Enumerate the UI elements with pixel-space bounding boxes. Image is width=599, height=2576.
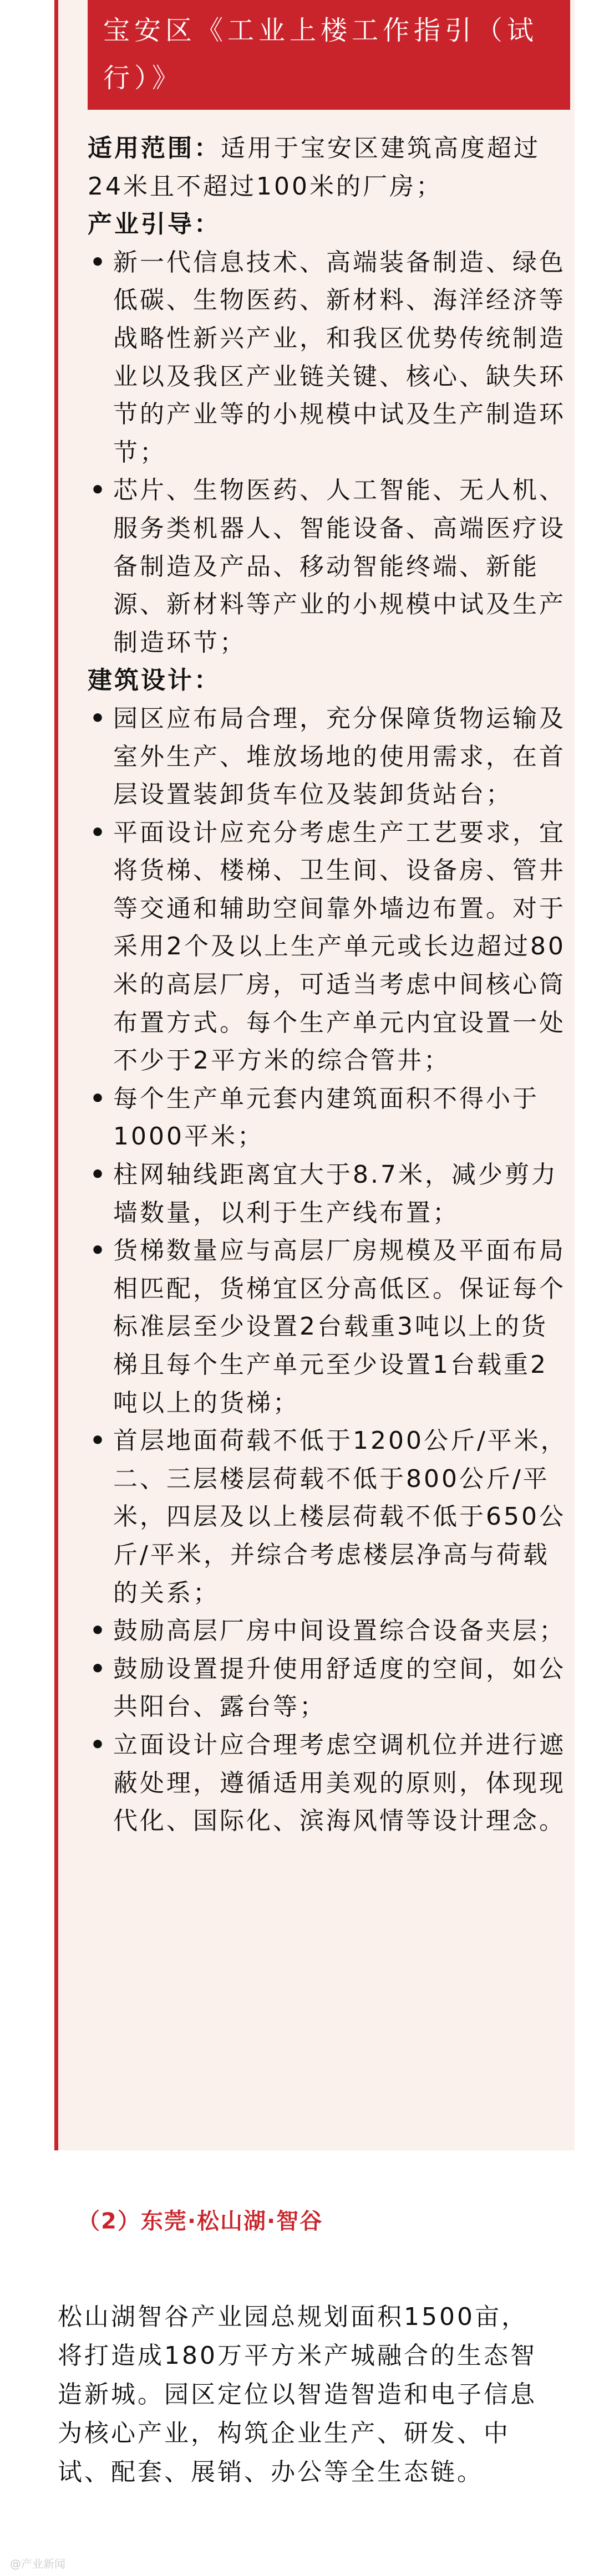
industry-guide-heading: 产业引导： [88, 210, 221, 239]
list-item [88, 1726, 570, 1841]
bullet-icon: • [90, 476, 108, 505]
list-item-text: 新一代信息技术、高端装备制造、绿色低碳、生物医药、新材料、海洋经济等战略性新兴产业，和我区优势传统制造业以及我区产业链关键、核心、缺失环节的产业等的小规模中试及生产制造环节； [113, 248, 566, 467]
scope-paragraph [88, 130, 570, 206]
bullet-icon: • [90, 704, 108, 733]
bullet-icon: • [90, 1236, 108, 1265]
list-item [88, 472, 570, 662]
list-item-text: 首层地面荷载不低于1200公斤/平米，二、三层楼层荷载不低于800公斤/平米，四层及以上楼层荷载不低于650公斤/平米，并综合考虑楼层净高与荷载的关系； [113, 1427, 567, 1607]
list-item [88, 1156, 570, 1232]
list-item-text: 鼓励设置提升使用舒适度的空间，如公共阳台、露台等； [113, 1654, 566, 1721]
list-item-text: 货梯数量应与高层厂房规模及平面布局相匹配，货梯宜区分高低区。保证每个标准层至少设置2台载重3吨以上的货梯且每个生产单元至少设置1台载重2吨以上的货梯； [113, 1236, 566, 1417]
section2-heading: （2）东莞·松山湖·智谷 [78, 2209, 323, 2234]
list-item [88, 1232, 570, 1422]
list-item-text: 立面设计应合理考虑空调机位并进行遮蔽处理，遵循适用美观的原则，体现现代化、国际化、滨海风情等设计理念。 [113, 1730, 566, 1836]
list-item [88, 1080, 570, 1156]
list-item [88, 814, 570, 1080]
scope-label: 适用范围： [88, 134, 221, 162]
list-item-text: 芯片、生物医药、人工智能、无人机、服务类机器人、智能设备、高端医疗设备制造及产品、移动智能终端、新能源、新材料等产业的小规模中试及生产制造环节； [113, 476, 566, 657]
card-accent-rail [54, 0, 58, 2150]
bullet-icon: • [90, 1617, 108, 1645]
section-title: 宝安区《工业上楼工作指引（试行）》 [103, 15, 539, 94]
list-item [88, 244, 570, 472]
industry-guide-list [88, 244, 570, 662]
bullet-icon: • [90, 1084, 108, 1113]
list-item [88, 1422, 570, 1612]
bullet-icon: • [90, 1161, 108, 1189]
bullet-icon: • [90, 1427, 108, 1455]
section-title-banner [88, 0, 570, 110]
watermark-text: @产业新闻 [10, 2557, 65, 2570]
list-item-text: 鼓励高层厂房中间设置综合设备夹层； [113, 1617, 566, 1645]
architecture-design-heading: 建筑设计： [88, 666, 221, 695]
list-item [88, 1650, 570, 1726]
list-item [88, 700, 570, 814]
list-item-text: 平面设计应充分考虑生产工艺要求，宜将货梯、楼梯、卫生间、设备房、管井等交通和辅助空间靠外墙边布置。对于采用2个及以上生产单元或长边超过80米的高层厂房，可适当考虑中间核心筒布置方式。每个生产单元内宜设置一处不少于2平方米的综合管井； [113, 818, 566, 1075]
bullet-icon: • [90, 248, 108, 277]
list-item [88, 1612, 570, 1650]
list-item-text: 柱网轴线距离宜大于8.7米，减少剪力墙数量，以利于生产线布置； [113, 1161, 558, 1227]
list-item-text: 园区应布局合理，充分保障货物运输及室外生产、堆放场地的使用需求，在首层设置装卸货车位及装卸货站台； [113, 704, 566, 809]
section2-body: 松山湖智谷产业园总规划面积1500亩，将打造成180万平方米产城融合的生态智造新城。园区定位以智造智造和电子信息为核心产业，构筑企业生产、研发、中试、配套、展销、办公等全生态链。 [58, 2303, 537, 2486]
bullet-icon: • [90, 818, 108, 847]
architecture-design-list [88, 700, 570, 1841]
scope-text: 适用于宝安区建筑高度超过24米且不超过100米的厂房； [88, 134, 540, 201]
bullet-icon: • [90, 1730, 108, 1759]
bullet-icon: • [90, 1654, 108, 1683]
list-item-text: 每个生产单元套内建筑面积不得小于1000平米； [113, 1084, 539, 1151]
guideline-content [88, 130, 570, 1841]
